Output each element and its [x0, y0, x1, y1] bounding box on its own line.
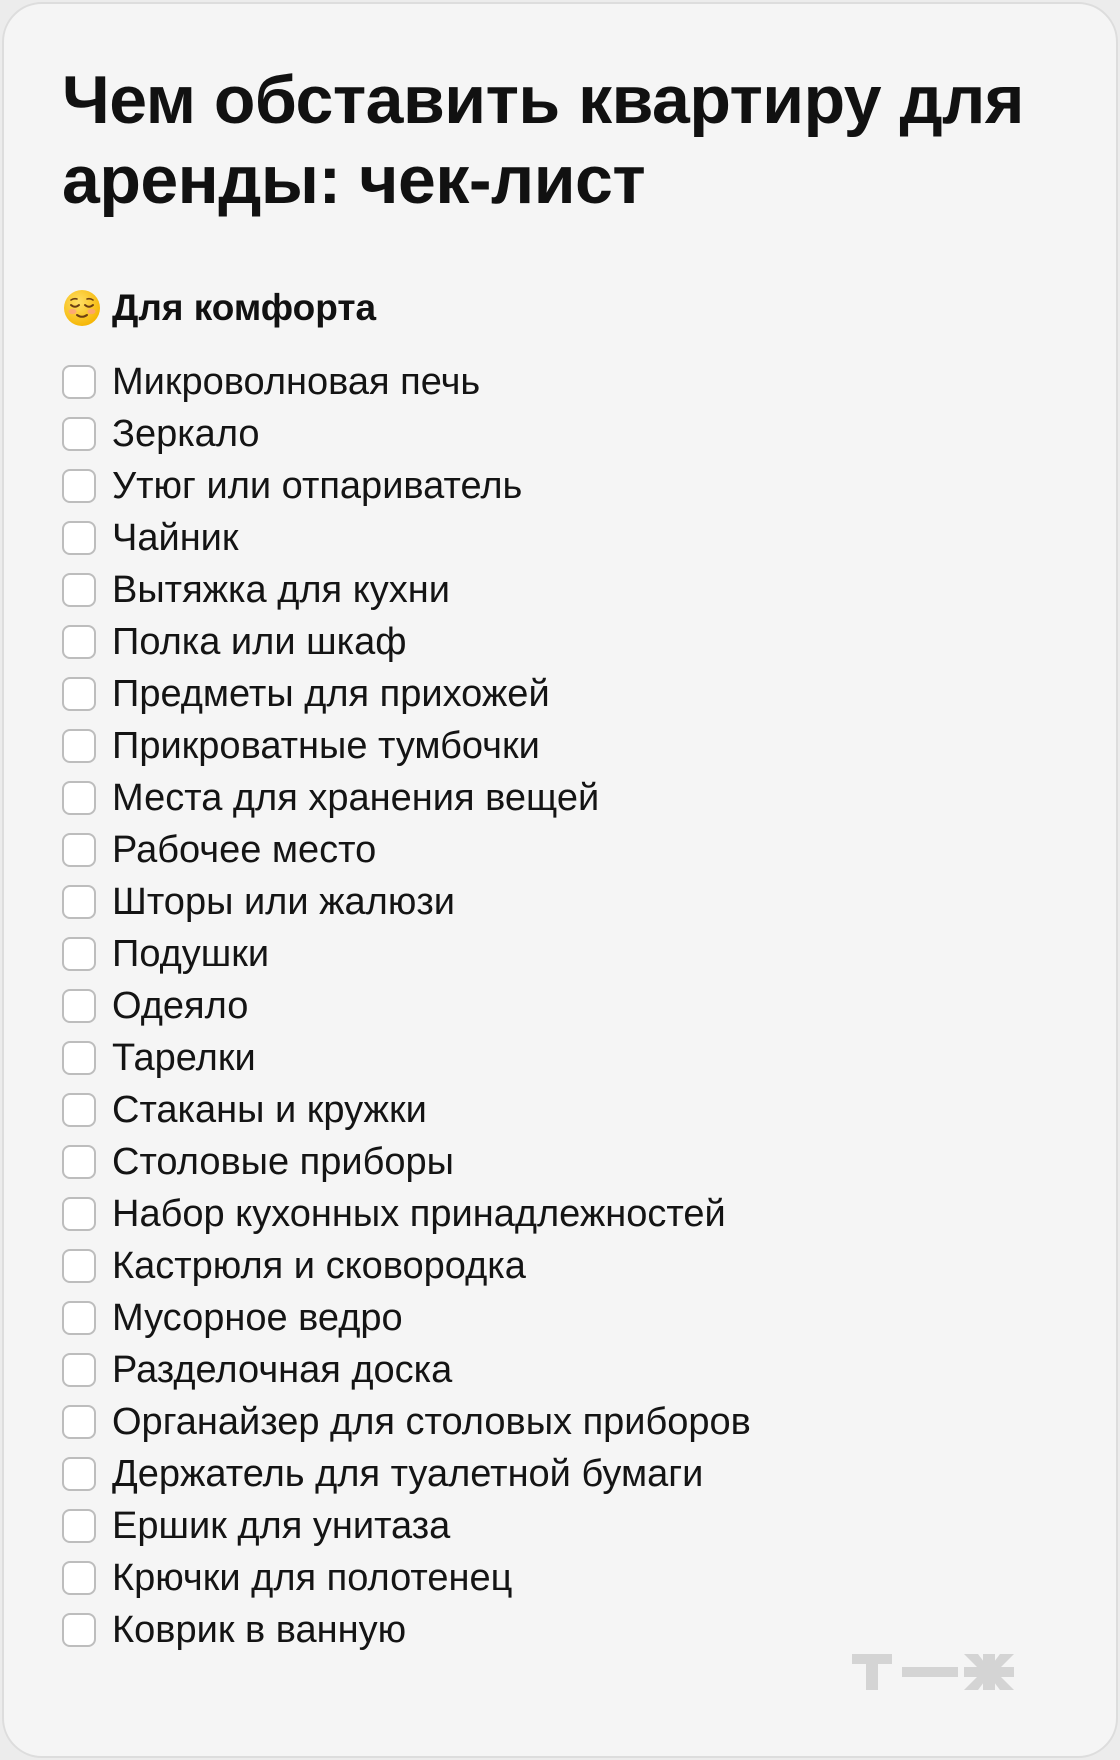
checkbox[interactable] [62, 365, 96, 399]
relieved-face-icon [62, 288, 102, 328]
checklist-item-label: Полка или шкаф [112, 621, 407, 663]
checkbox[interactable] [62, 677, 96, 711]
checklist-item[interactable] [62, 668, 751, 720]
checkbox[interactable] [62, 729, 96, 763]
checklist-item-label: Зеркало [112, 413, 260, 455]
checklist-item-label: Столовые приборы [112, 1141, 454, 1183]
checklist-item-label: Коврик в ванную [112, 1609, 407, 1651]
checklist-item-label: Кастрюля и сковородка [112, 1245, 526, 1287]
checklist-item[interactable] [62, 356, 751, 408]
checklist-card [2, 2, 1118, 1758]
checklist-item-label: Рабочее место [112, 829, 377, 871]
checklist-item[interactable] [62, 512, 751, 564]
checkbox[interactable] [62, 1197, 96, 1231]
checklist-item[interactable] [62, 616, 751, 668]
checklist-item-label: Ершик для унитаза [112, 1505, 451, 1547]
checkbox[interactable] [62, 1457, 96, 1491]
checklist-item[interactable] [62, 1240, 751, 1292]
section-heading-label: Для комфорта [112, 287, 377, 328]
checklist-item[interactable] [62, 824, 751, 876]
checkbox[interactable] [62, 469, 96, 503]
checklist-item[interactable] [62, 980, 751, 1032]
checklist-item-label: Крючки для полотенец [112, 1557, 513, 1599]
checklist-item-label: Одеяло [112, 985, 249, 1027]
checklist-item[interactable] [62, 564, 751, 616]
checklist-item-label: Утюг или отпариватель [112, 465, 523, 507]
checkbox[interactable] [62, 1249, 96, 1283]
checklist-item[interactable] [62, 928, 751, 980]
checkbox[interactable] [62, 1613, 96, 1647]
checkbox[interactable] [62, 937, 96, 971]
checkbox[interactable] [62, 885, 96, 919]
checklist [62, 356, 751, 1656]
checklist-item-label: Чайник [112, 517, 239, 559]
tzh-logo-icon [852, 1654, 1022, 1690]
checkbox[interactable] [62, 989, 96, 1023]
checklist-item[interactable] [62, 1136, 751, 1188]
checklist-item[interactable] [62, 1032, 751, 1084]
section-heading [62, 284, 376, 332]
checklist-item[interactable] [62, 876, 751, 928]
checklist-item[interactable] [62, 1292, 751, 1344]
checklist-item-label: Держатель для туалетной бумаги [112, 1453, 704, 1495]
checklist-item-label: Набор кухонных принадлежностей [112, 1193, 726, 1235]
checklist-item-label: Вытяжка для кухни [112, 569, 450, 611]
checklist-item[interactable] [62, 1500, 751, 1552]
page-title: Чем обставить квартиру для аренды: чек-лист [62, 62, 1024, 218]
checkbox[interactable] [62, 1509, 96, 1543]
checklist-item-label: Места для хранения вещей [112, 777, 600, 819]
checkbox[interactable] [62, 1561, 96, 1595]
checklist-item[interactable] [62, 1604, 751, 1656]
checklist-item[interactable] [62, 1448, 751, 1500]
checkbox[interactable] [62, 1093, 96, 1127]
checklist-item-label: Стаканы и кружки [112, 1089, 427, 1131]
checklist-item-label: Мусорное ведро [112, 1297, 403, 1339]
checkbox[interactable] [62, 781, 96, 815]
checklist-item-label: Микроволновая печь [112, 361, 481, 403]
checkbox[interactable] [62, 521, 96, 555]
checkbox[interactable] [62, 1405, 96, 1439]
checklist-item[interactable] [62, 460, 751, 512]
checklist-item-label: Тарелки [112, 1037, 256, 1079]
checkbox[interactable] [62, 1353, 96, 1387]
checklist-item[interactable] [62, 1084, 751, 1136]
checkbox[interactable] [62, 1145, 96, 1179]
checklist-item-label: Предметы для прихожей [112, 673, 550, 715]
checkbox[interactable] [62, 573, 96, 607]
checklist-item[interactable] [62, 408, 751, 460]
checkbox[interactable] [62, 833, 96, 867]
checkbox[interactable] [62, 1301, 96, 1335]
checklist-item-label: Шторы или жалюзи [112, 881, 456, 923]
checkbox[interactable] [62, 1041, 96, 1075]
checklist-item-label: Органайзер для столовых приборов [112, 1401, 751, 1443]
checklist-item-label: Разделочная доска [112, 1349, 453, 1391]
checklist-item-label: Прикроватные тумбочки [112, 725, 540, 767]
checklist-item-label: Подушки [112, 933, 270, 975]
checklist-item[interactable] [62, 1188, 751, 1240]
checkbox[interactable] [62, 625, 96, 659]
checklist-item[interactable] [62, 1552, 751, 1604]
checklist-item[interactable] [62, 772, 751, 824]
checklist-item[interactable] [62, 720, 751, 772]
checklist-item[interactable] [62, 1344, 751, 1396]
checkbox[interactable] [62, 417, 96, 451]
checklist-item[interactable] [62, 1396, 751, 1448]
